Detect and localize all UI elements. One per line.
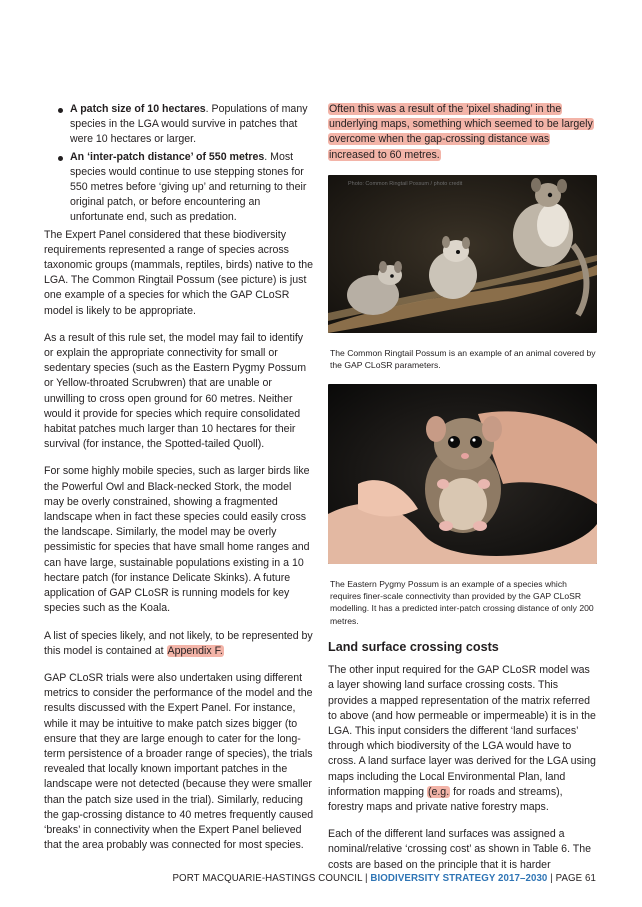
- highlighted-paragraph: [328, 102, 598, 163]
- criterion-title: A patch size of 10 hectares: [70, 103, 206, 115]
- footer-separator: |: [547, 873, 556, 884]
- appendix-link[interactable]: Appendix F.: [167, 644, 223, 657]
- bullet-icon: [58, 108, 63, 113]
- bullet-icon: [58, 156, 63, 161]
- body-paragraph: As a result of this rule set, the model may fail to identify or explain the appropriate connectivity for small or sedentary species (such as the Eastern Pygmy Possum or Yellow-throated Scrubwren) that are unable or unwilling to cross open ground for 60 metres. Neither would it provide for species which require consolidated habitat patches much larger than 10 hectares for their survival (for instance, the Spotted-tailed Quoll).: [44, 331, 307, 451]
- criterion-text: . Populations of many species in the LGA would survive in patches that were 10 hectares or larger.: [70, 103, 308, 146]
- list-item: [44, 150, 314, 226]
- body-paragraph: [328, 663, 598, 815]
- paragraph-text: for roads and streams), forestry maps and private native forestry maps.: [328, 785, 563, 814]
- footer-strategy: BIODIVERSITY STRATEGY 2017–2030: [370, 873, 548, 884]
- body-paragraph: The Expert Panel considered that these biodiversity requirements represented a range of species across taxonomic groups (mammals, reptiles, birds) native to the LGA. The Common Ringtail Possum (see picture) is just one example of a species for which the GAP CLoSR model is likely to be appropriate.: [44, 228, 314, 317]
- highlighted-text: Often this was a result of the ‘pixel shading’ in the underlying maps, something which seemed to be largely overcome when the gap-crossing distance was increased to 60 metres.: [329, 103, 593, 161]
- criterion-text: . Most species would continue to use stepping stones for 550 metres before ‘giving up’ and returning to their original patch, or before encountering an unfortunate end, such as predation.: [70, 150, 307, 224]
- criteria-list: [44, 102, 314, 226]
- body-paragraph: Each of the different land surfaces was assigned a nominal/relative ‘crossing cost’ as shown in Table 6. The costs are based on the principle that it is harder: [328, 828, 592, 871]
- photo-caption: The Eastern Pygmy Possum is an example of a species which requires finer-scale connectivity than provided by the GAP CLoSR modelling. It has a predicted inter-patch crossing distance of only 200 metres.: [330, 578, 594, 626]
- section-heading: Land surface crossing costs: [328, 640, 499, 655]
- body-paragraph: GAP CLoSR trials were also undertaken using different metrics to consider the performance of the model and the results discussed with the Expert Panel. For instance, while it may be intuitive to make patch sizes bigger (to ensure that they are large enough to cater for the long-term persistence of a broader range of species), the trials revealed that locally known important patches in the landscape were not detected (because they were smaller than the patch size used in the trial). Similarly, reducing the gap-crossing distance to 40 metres frequently caused ‘breaks’ in connectivity when the Expert Panel believed that the area probably was connected for most species.: [44, 671, 314, 852]
- ringtail-possum-photo: [328, 175, 597, 333]
- photo-credit: Photo: Common Ringtail Possum / photo credit: [348, 180, 463, 187]
- list-item: [44, 102, 314, 148]
- page-number: PAGE 61: [555, 873, 596, 884]
- reference-highlight: (e.g.: [427, 785, 450, 798]
- pygmy-possum-photo: [328, 384, 597, 564]
- paragraph-text: A list of species likely, and not likely, to be represented by this model is contained at: [44, 629, 313, 657]
- right-column: [328, 102, 598, 885]
- pygmy-possum-image: [328, 384, 597, 564]
- footer-separator: |: [362, 873, 371, 884]
- photo-caption: The Common Ringtail Possum is an example of an animal covered by the GAP CLoSR parameters.: [330, 347, 596, 371]
- footer-council: PORT MACQUARIE-HASTINGS COUNCIL: [172, 873, 363, 884]
- left-column: [44, 102, 314, 865]
- paragraph-text: The other input required for the GAP CLoSR model was a layer showing land surface crossing costs. This provides a mapped representation of the matrix referred to above (and how permeable or impermeable) it is in the LGA. This input considers the different ‘land surfaces’ through which biodiversity of the LGA would have to cross. A land surface layer was derived for the LGA using maps including the Local Environmental Plan, land information mapping: [328, 664, 596, 798]
- body-paragraph: [44, 629, 314, 659]
- page-footer: [0, 873, 596, 884]
- possum-family-image: [328, 175, 597, 333]
- body-paragraph: For some highly mobile species, such as larger birds like the Powerful Owl and Black-necked Stork, the model may be overly constrained, showing a fragmented landscape when in fact these species could easily cross the landscape. Similarly, the model may be overly pessimistic for species that have small home ranges and can have large, sustainable populations existing in a 10 hectare patch (for instance Delicate Skinks). A future application of GAP CLoSR is running models for key species such as the Koala.: [44, 465, 310, 615]
- criterion-title: An ‘inter-patch distance’ of 550 metres: [70, 150, 265, 163]
